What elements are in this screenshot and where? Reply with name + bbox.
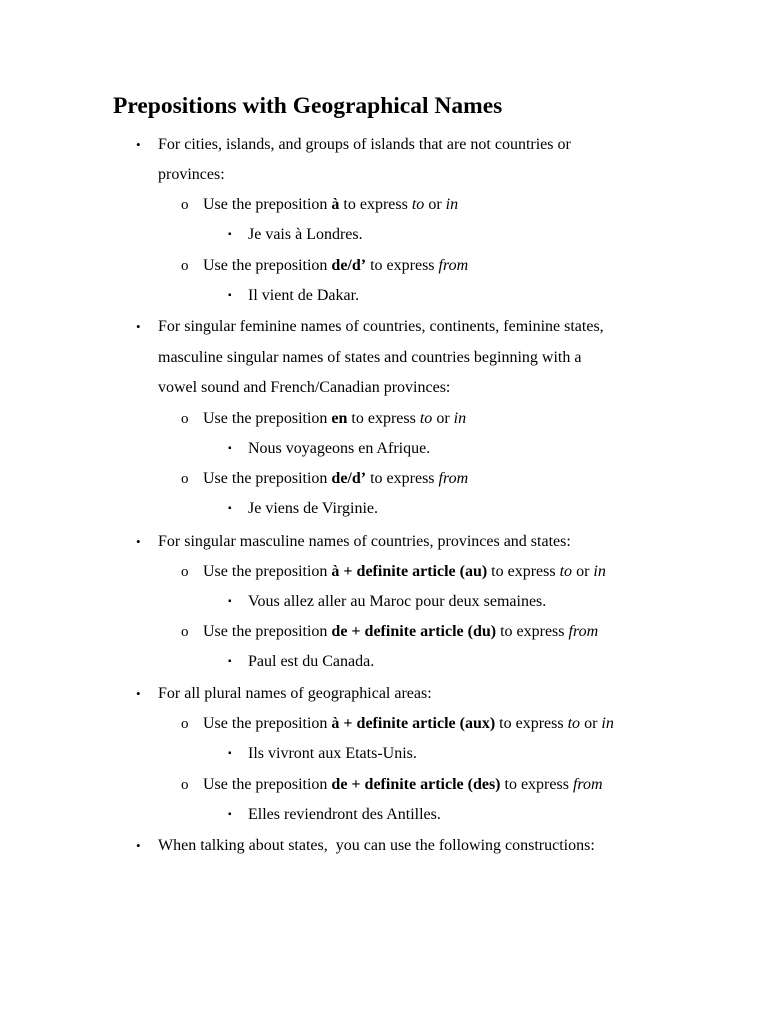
rule-to xyxy=(203,714,614,734)
example-sentence: Paul est du Canada. xyxy=(248,653,375,670)
square-marker: ▪ xyxy=(228,656,232,667)
section-heading-line: vowel sound and French/Canadian provinces: xyxy=(158,379,451,396)
bullet-marker: • xyxy=(136,686,141,701)
rule-to xyxy=(203,195,458,215)
rule-to-express: to express xyxy=(504,776,569,793)
preposition: de/d’ xyxy=(331,257,367,274)
rule-to-express: to express xyxy=(500,623,565,640)
circle-marker: o xyxy=(181,471,189,487)
word-to: to xyxy=(559,563,573,580)
rule-to-express: to express xyxy=(370,470,435,487)
word-or: or xyxy=(584,715,598,732)
bullet-marker: • xyxy=(136,534,141,549)
word-or: or xyxy=(428,196,442,213)
rule-to-express: to express xyxy=(351,410,416,427)
word-from: from xyxy=(438,470,469,487)
square-marker: ▪ xyxy=(228,809,232,820)
section-heading-line: For all plural names of geographical areas: xyxy=(158,685,432,702)
rule-lead: Use the preposition xyxy=(203,257,328,274)
word-or: or xyxy=(576,563,590,580)
circle-marker: o xyxy=(181,258,189,274)
section-heading-line: For cities, islands, and groups of islands that are not countries or xyxy=(158,136,571,153)
square-marker: ▪ xyxy=(228,290,232,301)
word-in: in xyxy=(453,410,467,427)
example-sentence: Elles reviendront des Antilles. xyxy=(248,806,441,823)
bullet-marker: • xyxy=(136,137,141,152)
page-title: Prepositions with Geographical Names xyxy=(113,93,503,119)
rule-lead: Use the preposition xyxy=(203,776,328,793)
rule-lead: Use the preposition xyxy=(203,715,328,732)
example-sentence: Je viens de Virginie. xyxy=(248,500,378,517)
word-in: in xyxy=(445,196,459,213)
word-to: to xyxy=(567,715,581,732)
rule-lead: Use the preposition xyxy=(203,470,328,487)
square-marker: ▪ xyxy=(228,503,232,514)
preposition: de + definite article (des) xyxy=(331,776,501,793)
preposition: à + definite article (aux) xyxy=(331,715,496,732)
square-marker: ▪ xyxy=(228,748,232,759)
word-in: in xyxy=(593,563,606,580)
bullet-marker: • xyxy=(136,838,141,853)
circle-marker: o xyxy=(181,411,189,427)
preposition: de/d’ xyxy=(331,470,367,487)
example-sentence: Je vais à Londres. xyxy=(248,226,363,243)
word-from: from xyxy=(568,623,599,640)
preposition: de + definite article (du) xyxy=(331,623,497,640)
word-or: or xyxy=(436,410,450,427)
example-sentence: Il vient de Dakar. xyxy=(248,287,360,304)
example-sentence: Ils vivront aux Etats-Unis. xyxy=(248,745,417,762)
word-to: to xyxy=(419,410,433,427)
example-sentence: Nous voyageons en Afrique. xyxy=(248,440,431,457)
circle-marker: o xyxy=(181,716,189,732)
rule-from xyxy=(203,469,468,489)
rule-lead: Use the preposition xyxy=(203,410,328,427)
circle-marker: o xyxy=(181,564,189,580)
word-to: to xyxy=(411,196,425,213)
preposition: à xyxy=(331,196,340,213)
rule-to xyxy=(203,562,606,582)
rule-to-express: to express xyxy=(343,196,408,213)
section-heading-line: masculine singular names of states and countries beginning with a xyxy=(158,349,582,366)
square-marker: ▪ xyxy=(228,229,232,240)
square-marker: ▪ xyxy=(228,596,232,607)
rule-from xyxy=(203,256,468,276)
square-marker: ▪ xyxy=(228,443,232,454)
rule-lead: Use the preposition xyxy=(203,196,328,213)
rule-to-express: to express xyxy=(370,257,435,274)
circle-marker: o xyxy=(181,777,189,793)
word-in: in xyxy=(601,715,614,732)
circle-marker: o xyxy=(181,197,189,213)
rule-to-express: to express xyxy=(491,563,556,580)
section-heading-line: When talking about states, you can use the following constructions: xyxy=(158,837,595,854)
preposition: à + definite article (au) xyxy=(331,563,488,580)
word-from: from xyxy=(438,257,469,274)
bullet-marker: • xyxy=(136,319,141,334)
preposition: en xyxy=(331,410,348,427)
circle-marker: o xyxy=(181,624,189,640)
section-heading-line: For singular masculine names of countries, provinces and states: xyxy=(158,533,571,550)
example-sentence: Vous allez aller au Maroc pour deux semaines. xyxy=(248,593,547,610)
rule-to-express: to express xyxy=(499,715,564,732)
section-heading-line: For singular feminine names of countries, continents, feminine states, xyxy=(158,318,604,335)
rule-lead: Use the preposition xyxy=(203,623,328,640)
rule-to xyxy=(203,409,466,429)
word-from: from xyxy=(572,776,603,793)
rule-lead: Use the preposition xyxy=(203,563,328,580)
section-heading-line: provinces: xyxy=(158,166,225,183)
rule-from xyxy=(203,622,598,642)
rule-from xyxy=(203,775,603,795)
